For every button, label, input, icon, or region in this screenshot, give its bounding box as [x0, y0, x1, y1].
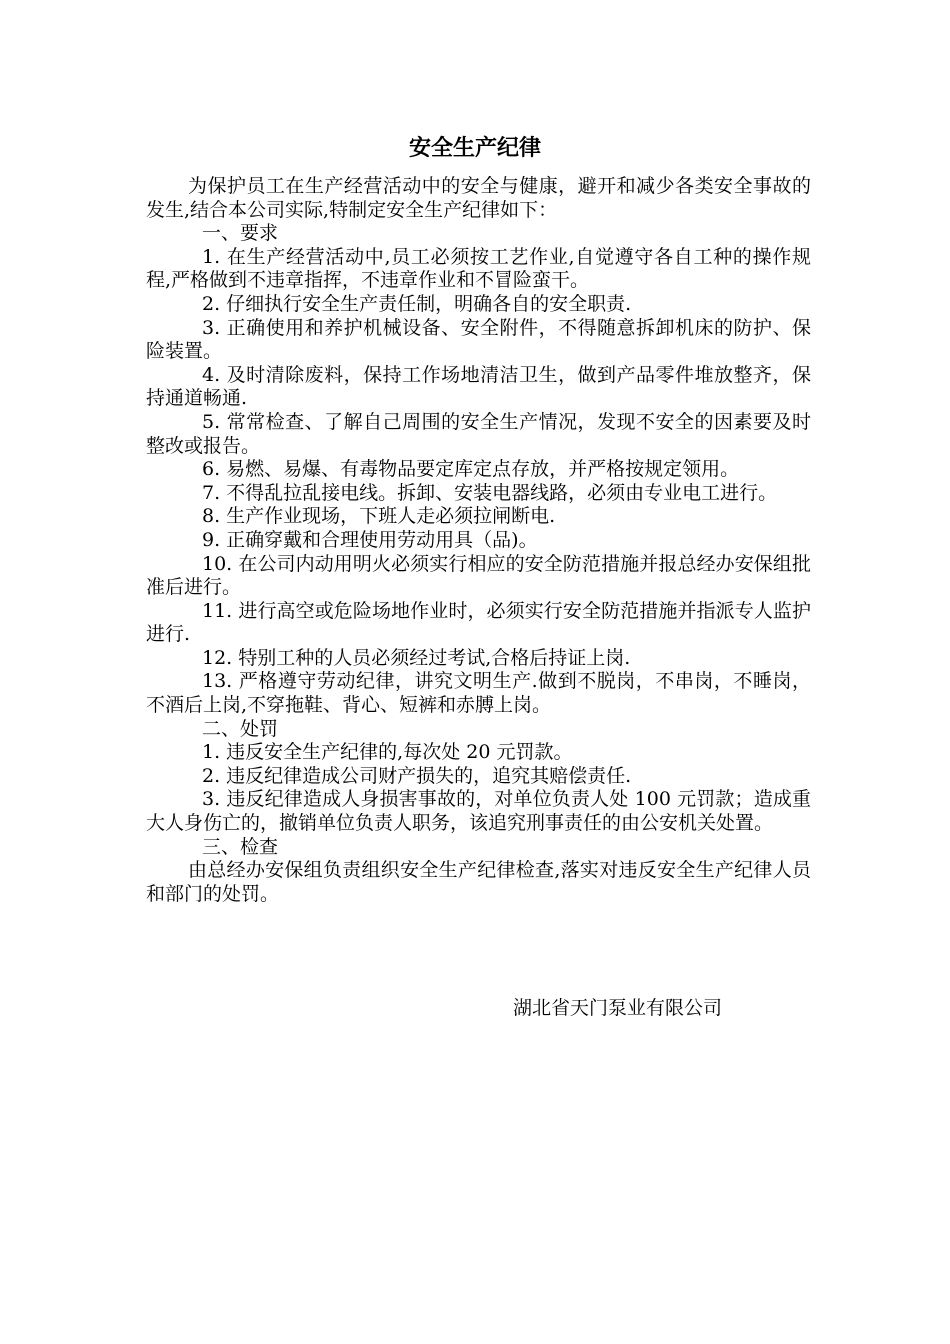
requirement-item-7: 7. 不得乱拉乱接电线。拆卸、安装电器线路，必须由专业电工进行。 [202, 481, 778, 504]
requirement-item-11: 11. 进行高空或危险场地作业时，必须实行安全防范措施并指派专人监护进行. [146, 599, 811, 646]
requirement-item-1: 1. 在生产经营活动中,员工必须按工艺作业,自觉遵守各自工种的操作规程,严格做到不违章指挥，不违章作业和不冒险蛮干。 [146, 245, 811, 292]
requirement-item-8: 8. 生产作业现场，下班人走必须拉闸断电. [202, 505, 556, 528]
requirement-item-10: 10. 在公司内动用明火必须实行相应的安全防范措施并报总经办安保组批准后进行。 [146, 552, 811, 599]
penalty-item-1: 1. 违反安全生产纪律的,每次处 20 元罚款。 [202, 741, 573, 764]
requirement-item-12: 12. 特别工种的人员必须经过考试,合格后持证上岗. [202, 646, 631, 669]
company-signature: 湖北省天门泵业有限公司 [513, 997, 723, 1019]
requirement-item-13: 13. 严格遵守劳动纪律，讲究文明生产.做到不脱岗，不串岗，不睡岗，不酒后上岗,不穿拖鞋、背心、短裤和赤膊上岗。 [146, 670, 811, 717]
section-heading-requirements: 一、要求 [202, 222, 279, 245]
penalty-item-2: 2. 违反纪律造成公司财产损失的，追究其赔偿责任. [202, 764, 632, 787]
requirement-item-2: 2. 仔细执行安全生产责任制，明确各自的安全职责. [202, 292, 632, 315]
requirement-item-3: 3. 正确使用和养护机械设备、安全附件，不得随意拆卸机床的防护、保险装置。 [146, 316, 811, 363]
document-title: 安全生产纪律 [408, 135, 541, 161]
intro-paragraph: 为保护员工在生产经营活动中的安全与健康，避开和减少各类安全事故的发生,结合本公司实际,特制定安全生产纪律如下： [146, 175, 811, 221]
requirement-item-6: 6. 易燃、易爆、有毒物品要定库定点存放，并严格按规定领用。 [202, 458, 740, 481]
document-body [146, 175, 811, 906]
requirement-item-9: 9. 正确穿戴和合理使用劳动用具（品)。 [202, 528, 538, 551]
section-heading-penalties: 二、处罚 [202, 717, 279, 740]
section-heading-inspection: 三、检查 [202, 835, 279, 858]
requirement-item-5: 5. 常常检查、了解自己周围的安全生产情况，发现不安全的因素要及时整改或报告。 [146, 410, 811, 457]
requirement-item-4: 4. 及时清除废料，保持工作场地清洁卫生，做到产品零件堆放整齐，保持通道畅通. [146, 363, 811, 410]
penalty-item-3: 3. 违反纪律造成人身损害事故的，对单位负责人处 100 元罚款；造成重大人身伤亡的，撤销单位负责人职务，该追究刑事责任的由公安机关处置。 [146, 788, 811, 835]
inspection-paragraph: 由总经办安保组负责组织安全生产纪律检查,落实对违反安全生产纪律人员和部门的处罚。 [146, 859, 811, 905]
